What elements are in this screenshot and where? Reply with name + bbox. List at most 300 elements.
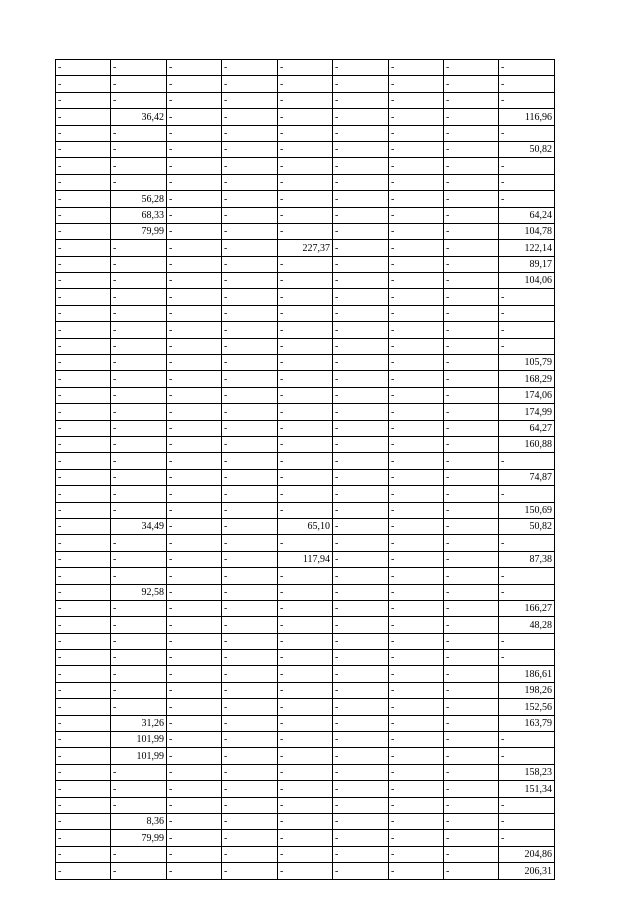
table-cell: - [278,666,333,682]
table-cell: - [111,617,167,633]
table-cell: - [167,191,222,207]
table-cell: - [278,748,333,764]
table-cell: - [333,486,389,502]
table-cell: - [278,650,333,666]
table-cell: - [56,502,111,518]
table-cell: - [222,584,278,600]
table-cell: - [444,436,499,452]
table-cell: - [333,125,389,141]
table-cell: - [56,469,111,485]
table-cell: - [333,404,389,420]
table-cell: - [444,60,499,76]
table-cell: - [56,223,111,239]
table-cell: - [222,518,278,534]
table-cell: - [444,715,499,731]
table-cell: - [389,682,444,698]
table-cell: - [333,92,389,108]
table-row [56,141,555,157]
table-cell: - [111,600,167,616]
table-cell: - [111,420,167,436]
table-cell: - [333,141,389,157]
table-cell: - [389,568,444,584]
table-cell: - [222,223,278,239]
table-cell: - [278,305,333,321]
table-cell: - [444,256,499,272]
table-cell: - [278,60,333,76]
table-cell: - [111,371,167,387]
table-cell: - [111,387,167,403]
table-cell: - [333,666,389,682]
table-cell: - [167,305,222,321]
table-cell: 50,82 [499,141,555,157]
table-cell: - [444,191,499,207]
table-cell: - [222,92,278,108]
table-cell: 122,14 [499,240,555,256]
table-cell: 151,34 [499,781,555,797]
table-cell: - [222,617,278,633]
table-row [56,764,555,780]
table-cell: - [444,289,499,305]
table-cell: 74,87 [499,469,555,485]
table-cell: - [111,355,167,371]
table-cell: - [222,141,278,157]
table-cell: - [389,289,444,305]
table-cell: - [333,469,389,485]
table-cell: - [499,76,555,92]
table-cell: - [278,846,333,862]
table-cell: - [278,617,333,633]
table-cell: - [444,863,499,879]
table-cell: - [111,666,167,682]
table-cell: - [222,846,278,862]
table-cell: - [444,781,499,797]
table-cell: - [389,240,444,256]
table-cell: - [333,813,389,829]
table-cell: - [389,223,444,239]
table-cell: - [56,666,111,682]
table-cell: - [167,223,222,239]
table-cell: - [333,355,389,371]
table-cell: - [444,486,499,502]
table-cell: - [56,732,111,748]
table-cell: - [167,846,222,862]
table-cell: - [333,256,389,272]
table-cell: - [222,191,278,207]
table-cell: - [222,502,278,518]
table-cell: - [278,633,333,649]
table-cell: - [222,748,278,764]
table-cell: 174,06 [499,387,555,403]
table-cell: - [56,682,111,698]
table-cell: - [333,109,389,125]
table-cell: - [56,420,111,436]
table-cell: - [389,141,444,157]
table-cell: - [222,568,278,584]
table-cell: 168,29 [499,371,555,387]
table-cell: - [167,863,222,879]
table-cell: - [333,207,389,223]
table-cell: - [389,764,444,780]
table-cell: - [167,141,222,157]
table-cell: - [56,830,111,846]
table-cell: - [167,813,222,829]
table-cell: - [333,518,389,534]
table-cell: - [56,338,111,354]
table-cell: - [333,289,389,305]
table-cell: 101,99 [111,748,167,764]
table-cell: - [167,732,222,748]
table-cell: - [389,600,444,616]
table-row [56,174,555,190]
table-cell: 36,42 [111,109,167,125]
table-cell: - [333,600,389,616]
table-cell: - [56,568,111,584]
table-cell: - [111,174,167,190]
table-row [56,813,555,829]
table-row [56,535,555,551]
table-cell: - [444,551,499,567]
table-cell: - [333,748,389,764]
table-cell: - [111,781,167,797]
table-cell: - [389,174,444,190]
table-cell: - [167,125,222,141]
table-cell: - [333,568,389,584]
table-cell: - [389,109,444,125]
table-cell: - [333,715,389,731]
table-cell: - [444,305,499,321]
table-row [56,518,555,534]
table-cell: - [56,650,111,666]
table-cell: - [499,158,555,174]
table-cell: - [278,600,333,616]
table-cell: - [389,846,444,862]
table-cell: - [333,60,389,76]
table-cell: - [444,846,499,862]
table-cell: - [167,568,222,584]
table-cell: 174,99 [499,404,555,420]
table-cell: - [333,732,389,748]
table-row [56,223,555,239]
table-cell: - [56,60,111,76]
table-cell: - [444,240,499,256]
table-cell: - [222,535,278,551]
table-cell: - [333,338,389,354]
table-cell: - [333,273,389,289]
table-cell: - [389,797,444,813]
table-cell: - [499,92,555,108]
table-cell: - [389,322,444,338]
table-row [56,682,555,698]
table-cell: - [111,863,167,879]
table-row [56,109,555,125]
table-cell: - [278,863,333,879]
table-row [56,748,555,764]
table-cell: - [389,748,444,764]
table-cell: - [389,535,444,551]
table-cell: - [56,76,111,92]
table-row [56,207,555,223]
table-cell: - [278,92,333,108]
table-cell: - [56,551,111,567]
table-cell: 87,38 [499,551,555,567]
table-row [56,502,555,518]
table-cell: - [389,715,444,731]
table-cell: - [333,322,389,338]
table-cell: - [111,469,167,485]
table-cell: 64,24 [499,207,555,223]
table-cell: - [444,453,499,469]
table-cell: - [333,617,389,633]
table-cell: - [444,141,499,157]
table-cell: - [167,289,222,305]
table-row [56,846,555,862]
table-cell: - [56,191,111,207]
table-row [56,568,555,584]
table-cell: - [167,551,222,567]
table-cell: - [389,404,444,420]
table-cell: 158,23 [499,764,555,780]
table-row [56,191,555,207]
table-cell: - [222,256,278,272]
table-cell: - [56,141,111,157]
table-cell: - [167,273,222,289]
table-cell: - [499,338,555,354]
table-cell: - [167,797,222,813]
table-cell: - [278,420,333,436]
table-cell: - [167,338,222,354]
table-cell: - [499,486,555,502]
table-cell: - [333,436,389,452]
table-row [56,273,555,289]
table-cell: - [389,518,444,534]
table-cell: - [389,338,444,354]
table-cell: - [56,322,111,338]
table-cell: - [278,273,333,289]
table-cell: - [444,109,499,125]
table-cell: - [222,764,278,780]
table-cell: - [167,764,222,780]
table-cell: - [499,568,555,584]
table-cell: - [278,764,333,780]
table-cell: - [167,92,222,108]
table-cell: - [444,371,499,387]
table-cell: - [278,830,333,846]
table-cell: - [389,436,444,452]
table-cell: - [389,781,444,797]
table-cell: - [222,305,278,321]
table-cell: - [167,355,222,371]
table-cell: - [278,158,333,174]
table-cell: - [499,174,555,190]
table-cell: - [278,682,333,698]
table-cell: - [389,699,444,715]
table-cell: 79,99 [111,223,167,239]
table-cell: - [56,699,111,715]
table-cell: - [444,338,499,354]
table-row [56,732,555,748]
table-cell: - [333,387,389,403]
table-row [56,256,555,272]
table-cell: - [278,76,333,92]
table-cell: - [333,158,389,174]
table-cell: - [278,207,333,223]
table-cell: - [111,551,167,567]
table-cell: - [499,535,555,551]
table-cell: - [389,92,444,108]
table-cell: - [278,453,333,469]
table-cell: - [499,322,555,338]
table-cell: - [56,486,111,502]
table-cell: - [389,207,444,223]
table-row [56,322,555,338]
table-cell: - [333,797,389,813]
table-cell: - [167,699,222,715]
table-cell: - [278,387,333,403]
table-cell: - [499,813,555,829]
table-cell: - [389,355,444,371]
table-cell: - [56,240,111,256]
table-cell: - [167,207,222,223]
table-cell: - [222,404,278,420]
table-cell: - [278,813,333,829]
table-cell: - [222,666,278,682]
table-cell: - [222,469,278,485]
table-cell: 152,56 [499,699,555,715]
table-cell: - [222,76,278,92]
table-cell: - [444,682,499,698]
table-cell: 163,79 [499,715,555,731]
table-cell: - [278,174,333,190]
table-cell: - [222,715,278,731]
table-cell: - [333,305,389,321]
table-cell: - [222,650,278,666]
table-cell: - [278,486,333,502]
table-cell: 150,69 [499,502,555,518]
table-cell: 160,88 [499,436,555,452]
table-cell: - [111,289,167,305]
table-cell: - [56,109,111,125]
table-cell: - [333,371,389,387]
table-cell: - [222,813,278,829]
table-row [56,486,555,502]
table-cell: - [278,715,333,731]
table-cell: - [444,207,499,223]
table-cell: - [56,92,111,108]
table-cell: - [333,453,389,469]
table-cell: - [499,305,555,321]
table-cell: - [111,486,167,502]
table-cell: 68,33 [111,207,167,223]
table-cell: - [222,830,278,846]
table-cell: - [278,469,333,485]
table-cell: - [167,76,222,92]
table-cell: - [167,322,222,338]
table-cell: - [222,420,278,436]
table-cell: - [278,109,333,125]
table-cell: - [111,404,167,420]
table-cell: - [333,535,389,551]
table-cell: 206,31 [499,863,555,879]
table-cell: - [444,420,499,436]
table-cell: - [222,158,278,174]
table-row [56,158,555,174]
table-cell: - [222,551,278,567]
table-cell: - [333,76,389,92]
table-cell: - [167,486,222,502]
table-cell: - [278,141,333,157]
table-cell: 104,06 [499,273,555,289]
table-cell: - [333,191,389,207]
table-cell: 8,36 [111,813,167,829]
table-cell: - [222,109,278,125]
table-cell: - [278,699,333,715]
table-cell: - [444,92,499,108]
table-cell: - [444,322,499,338]
table-row [56,355,555,371]
table-cell: - [111,338,167,354]
table-cell: 166,27 [499,600,555,616]
table-cell: - [333,633,389,649]
table-row [56,420,555,436]
table-cell: - [167,174,222,190]
table-cell: - [444,650,499,666]
table-cell: - [56,174,111,190]
table-cell: - [111,797,167,813]
table-cell: - [389,125,444,141]
table-cell: - [167,781,222,797]
table-cell: - [499,650,555,666]
table-cell: - [333,420,389,436]
table-cell: - [56,436,111,452]
table-cell: - [389,813,444,829]
table-cell: - [56,256,111,272]
table-cell: - [333,223,389,239]
table-cell: - [444,748,499,764]
table-cell: - [56,797,111,813]
table-cell: - [499,830,555,846]
table-cell: - [444,830,499,846]
table-cell: - [278,797,333,813]
table-cell: - [167,469,222,485]
table-row [56,617,555,633]
table-cell: - [167,502,222,518]
table-cell: - [222,732,278,748]
table-row [56,666,555,682]
table-cell: - [111,502,167,518]
table-cell: - [444,813,499,829]
table-cell: - [56,846,111,862]
table-cell: - [111,273,167,289]
table-cell: - [222,633,278,649]
table-cell: - [167,715,222,731]
table-row [56,305,555,321]
table-cell: - [167,518,222,534]
table-cell: - [222,207,278,223]
table-row [56,92,555,108]
table-row [56,715,555,731]
table-cell: - [56,371,111,387]
table-cell: - [444,404,499,420]
table-cell: - [444,666,499,682]
table-cell: - [222,797,278,813]
table-cell: - [389,60,444,76]
table-cell: - [56,453,111,469]
table-cell: - [222,600,278,616]
table-cell: - [444,125,499,141]
table-cell: - [167,748,222,764]
table-row [56,600,555,616]
table-cell: - [389,486,444,502]
